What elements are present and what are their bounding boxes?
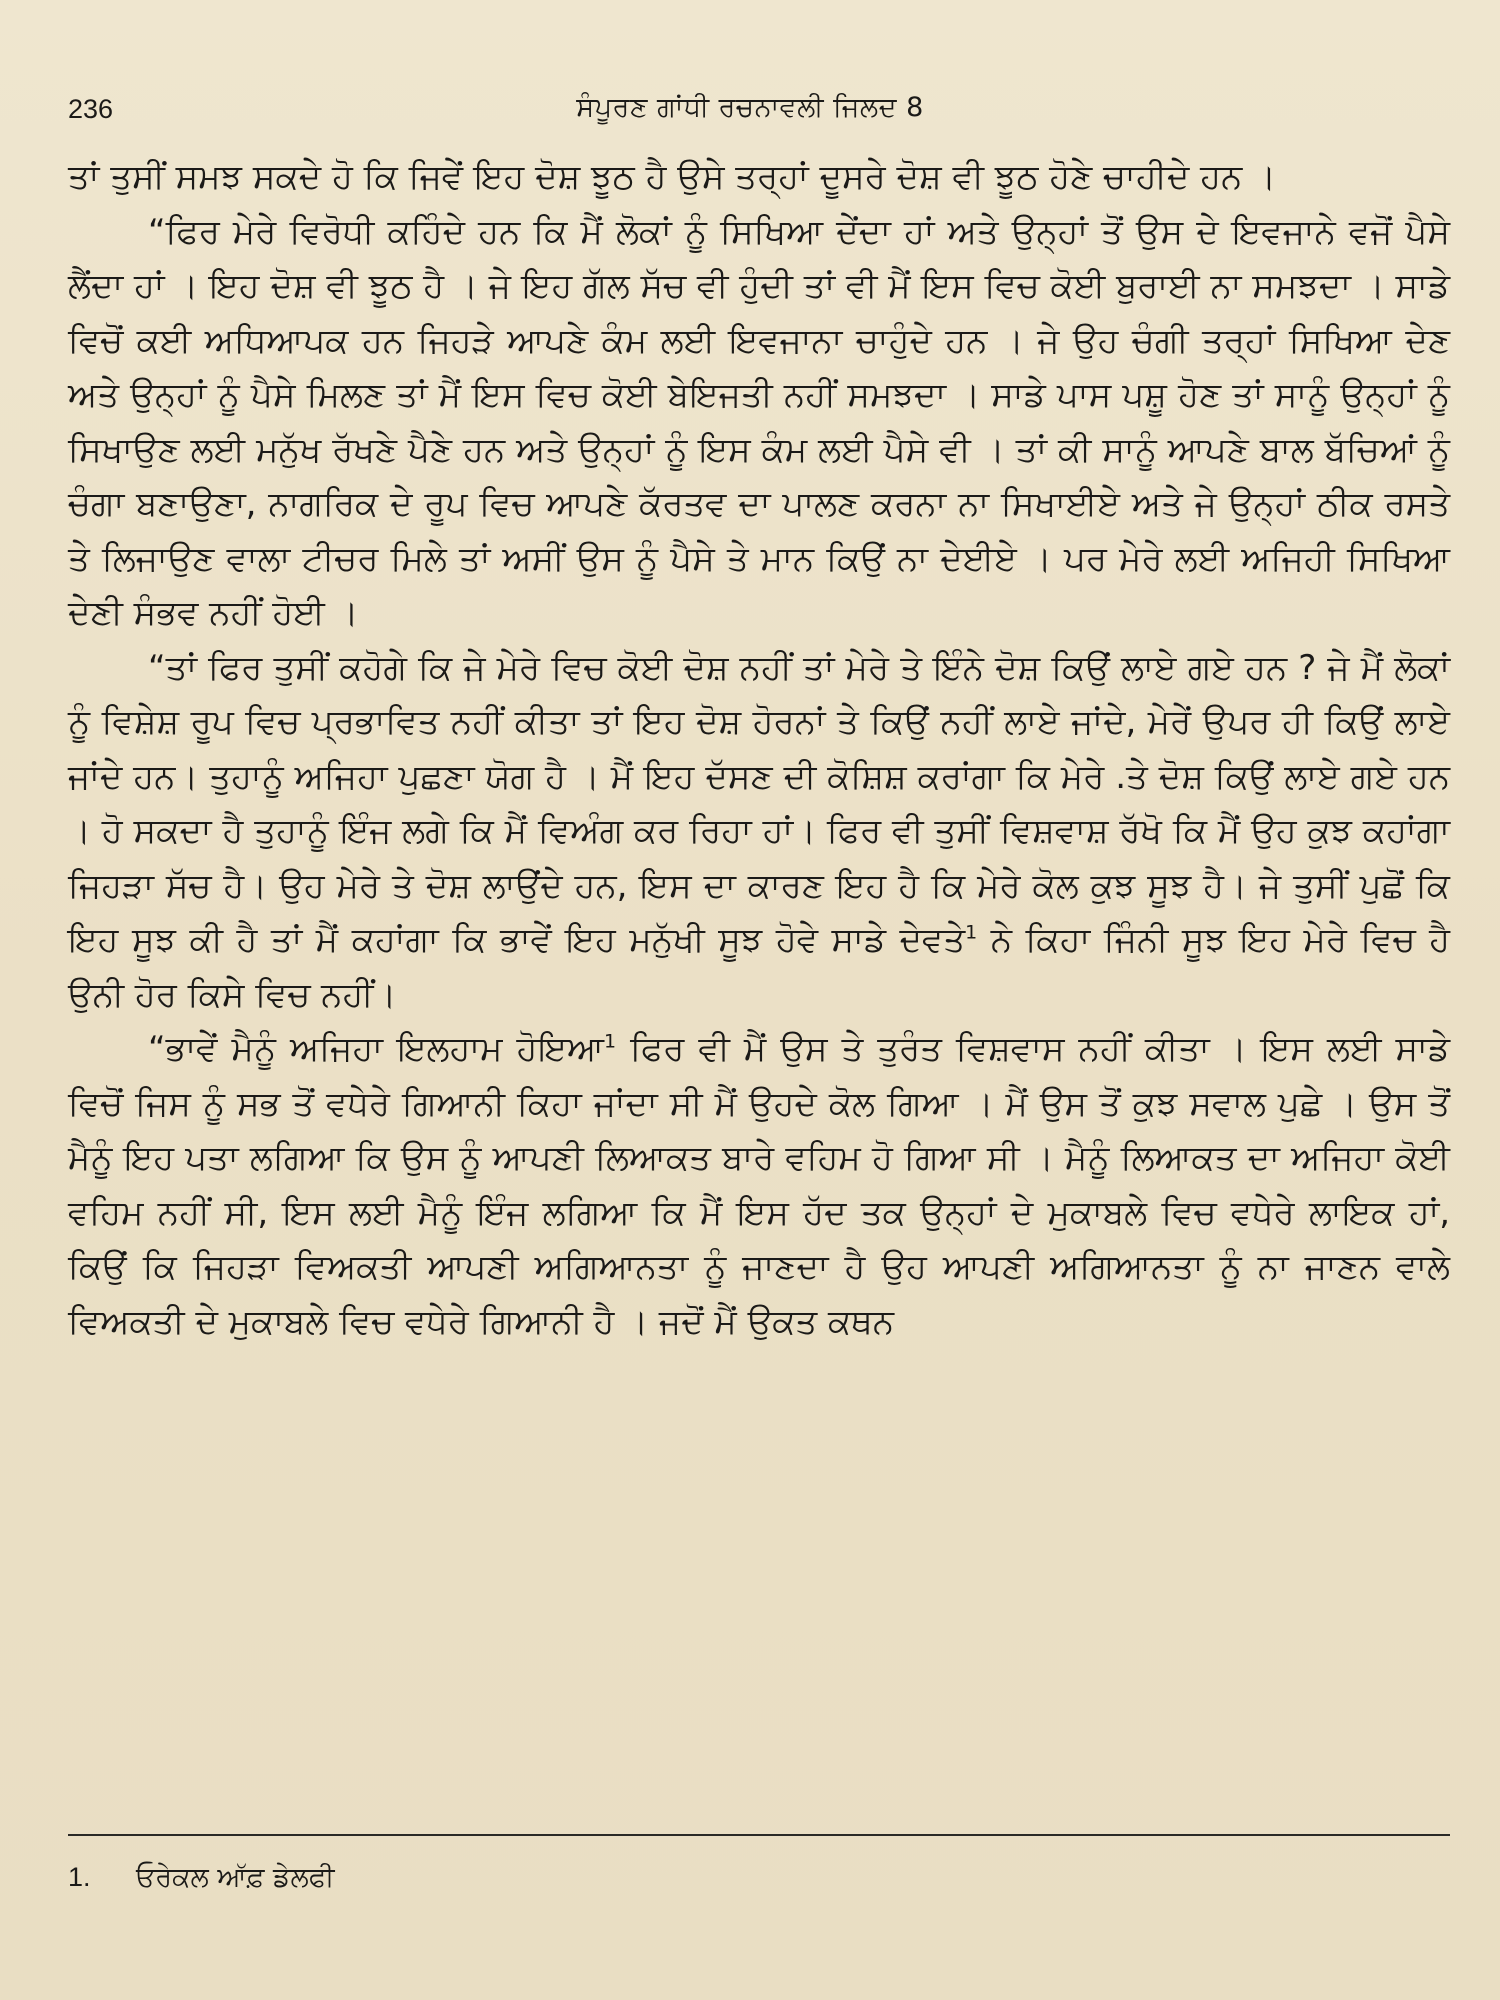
footnote-marker: 1 (965, 921, 978, 944)
page-number: 236 (68, 94, 114, 124)
page-header (68, 88, 1432, 134)
footnote-divider (68, 1834, 1450, 1836)
paragraph (68, 205, 1450, 641)
paragraph-text: “ਭਾਵੇਂ ਮੈਨੂੰ ਅਜਿਹਾ ਇਲਹਾਮ ਹੋਇਆ (148, 1029, 604, 1069)
paragraph (68, 150, 1450, 205)
paragraph-text: “ਫਿਰ ਮੇਰੇ ਵਿਰੋਧੀ ਕਹਿੰਦੇ ਹਨ ਕਿ ਮੈਂ ਲੋਕਾਂ ਨੂੰ ਸਿਖਿਆ ਦੇਂਦਾ ਹਾਂ ਅਤੇ ਉਨ੍ਹਾਂ ਤੋਂ ਉਸ ਦੇ ਇਵਜਾਨੇ ਵਜੋਂ ਪੈਸੇ ਲੈਂਦਾ ਹਾਂ । ਇਹ ਦੋਸ਼ ਵੀ ਝੂਠ ਹੈ । ਜੇ ਇਹ ਗੱਲ ਸੱਚ ਵੀ ਹੁੰਦੀ ਤਾਂ ਵੀ ਮੈਂ ਇਸ ਵਿਚ ਕੋਈ ਬੁਰਾਈ ਨਾ ਸਮਝਦਾ । ਸਾਡੇ ਵਿਚੋਂ ਕਈ ਅਧਿਆਪਕ ਹਨ ਜਿਹੜੇ ਆਪਣੇ ਕੰਮ ਲਈ ਇਵਜਾਨਾ ਚਾਹੁੰਦੇ ਹਨ । ਜੇ ਉਹ ਚੰਗੀ ਤਰ੍ਹਾਂ ਸਿਖਿਆ ਦੇਣ ਅਤੇ ਉਨ੍ਹਾਂ ਨੂੰ ਪੈਸੇ ਮਿਲਣ ਤਾਂ ਮੈਂ ਇਸ ਵਿਚ ਕੋਈ ਬੇਇਜਤੀ ਨਹੀਂ ਸਮਝਦਾ । ਸਾਡੇ ਪਾਸ ਪਸ਼ੂ ਹੋਣ ਤਾਂ ਸਾਨੂੰ ਉਨ੍ਹਾਂ ਨੂੰ ਸਿਖਾਉਣ ਲਈ ਮਨੁੱਖ ਰੱਖਣੇ ਪੈਣੇ ਹਨ ਅਤੇ ਉਨ੍ਹਾਂ ਨੂੰ ਇਸ ਕੰਮ ਲਈ ਪੈਸੇ ਵੀ । ਤਾਂ ਕੀ ਸਾਨੂੰ ਆਪਣੇ ਬਾਲ ਬੱਚਿਆਂ ਨੂੰ ਚੰਗਾ ਬਣਾਉਣਾ, ਨਾਗਰਿਕ ਦੇ ਰੂਪ ਵਿਚ ਆਪਣੇ ਕੱਰਤਵ ਦਾ ਪਾਲਣ ਕਰਨਾ ਨਾ ਸਿਖਾਈਏ ਅਤੇ ਜੇ ਉਨ੍ਹਾਂ ਠੀਕ ਰਸਤੇ ਤੇ ਲਿਜਾਉਣ ਵਾਲਾ ਟੀਚਰ ਮਿਲੇ ਤਾਂ ਅਸੀਂ ਉਸ ਨੂੰ ਪੈਸੇ ਤੇ ਮਾਨ ਕਿਉਂ ਨਾ ਦੇਈਏ । ਪਰ ਮੇਰੇ ਲਈ ਅਜਿਹੀ ਸਿਖਿਆ ਦੇਣੀ ਸੰਭਵ ਨਹੀਂ ਹੋਈ । (68, 211, 1450, 633)
footnote (68, 1862, 335, 1894)
running-head: ਸੰਪੂਰਣ ਗਾਂਧੀ ਰਚਨਾਵਲੀ ਜਿਲਦ 8 (576, 92, 924, 123)
page-body (68, 150, 1450, 1349)
paragraph-text: ਨੇ ਕਿਹਾ ਜਿੰਨੀ ਸੂਝ ਇਹ ਮੇਰੇ ਵਿਚ ਹੈ ਉਨੀ ਹੋਰ ਕਿਸੇ ਵਿਚ ਨਹੀਂ। (68, 920, 1450, 1015)
paragraph-text: ਤਾਂ ਤੁਸੀਂ ਸਮਝ ਸਕਦੇ ਹੋ ਕਿ ਜਿਵੇਂ ਇਹ ਦੋਸ਼ ਝੂਠ ਹੈ ਉਸੇ ਤਰ੍ਹਾਂ ਦੂਸਰੇ ਦੋਸ਼ ਵੀ ਝੂਠ ਹੋਣੇ ਚਾਹੀਦੇ ਹਨ । (68, 157, 1277, 197)
paragraph (68, 641, 1450, 1023)
footnote-number: 1. (68, 1862, 91, 1892)
paragraph (68, 1022, 1450, 1349)
paragraph-text: “ਤਾਂ ਫਿਰ ਤੁਸੀਂ ਕਹੋਗੇ ਕਿ ਜੇ ਮੇਰੇ ਵਿਚ ਕੋਈ ਦੋਸ਼ ਨਹੀਂ ਤਾਂ ਮੇਰੇ ਤੇ ਇੰਨੇ ਦੋਸ਼ ਕਿਉਂ ਲਾਏ ਗਏ ਹਨ ? ਜੇ ਮੈਂ ਲੋਕਾਂ ਨੂੰ ਵਿਸ਼ੇਸ਼ ਰੂਪ ਵਿਚ ਪ੍ਰਭਾਵਿਤ ਨਹੀਂ ਕੀਤਾ ਤਾਂ ਇਹ ਦੋਸ਼ ਹੋਰਨਾਂ ਤੇ ਕਿਉਂ ਨਹੀਂ ਲਾਏ ਜਾਂਦੇ, ਮੇਰੇਂ ਉਪਰ ਹੀ ਕਿਉਂ ਲਾਏ ਜਾਂਦੇ ਹਨ। ਤੁਹਾਨੂੰ ਅਜਿਹਾ ਪੁਛਣਾ ਯੋਗ ਹੈ । ਮੈਂ ਇਹ ਦੱਸਣ ਦੀ ਕੋਸ਼ਿਸ਼ ਕਰਾਂਗਾ ਕਿ ਮੇਰੇ .ਤੇ ਦੋਸ਼ ਕਿਉਂ ਲਾਏ ਗਏ ਹਨ । ਹੋ ਸਕਦਾ ਹੈ ਤੁਹਾਨੂੰ ਇੰਜ ਲਗੇ ਕਿ ਮੈਂ ਵਿਅੰਗ ਕਰ ਰਿਹਾ ਹਾਂ। ਫਿਰ ਵੀ ਤੁਸੀਂ ਵਿਸ਼ਵਾਸ਼ ਰੱਖੋ ਕਿ ਮੈਂ ਉਹ ਕੁਝ ਕਹਾਂਗਾ ਜਿਹੜਾ ਸੱਚ ਹੈ। ਉਹ ਮੇਰੇ ਤੇ ਦੋਸ਼ ਲਾਉਂਦੇ ਹਨ, ਇਸ ਦਾ ਕਾਰਣ ਇਹ ਹੈ ਕਿ ਮੇਰੇ ਕੋਲ ਕੁਝ ਸੂਝ ਹੈ। ਜੇ ਤੁਸੀਂ ਪੁਛੋਂ ਕਿ ਇਹ ਸੂਝ ਕੀ ਹੈ ਤਾਂ ਮੈਂ ਕਹਾਂਗਾ ਕਿ ਭਾਵੇਂ ਇਹ ਮਨੁੱਖੀ ਸੂਝ ਹੋਵੇ ਸਾਡੇ ਦੇਵਤੇ (68, 647, 1450, 960)
footnote-marker: 1 (603, 1030, 617, 1053)
footnote-text: ਓਰੇਕਲ ਆੱਫ਼ ਡੇਲਫੀ (136, 1862, 335, 1893)
paragraph-text: ਫਿਰ ਵੀ ਮੈਂ ਉਸ ਤੇ ਤੁਰੰਤ ਵਿਸ਼ਵਾਸ ਨਹੀਂ ਕੀਤਾ । ਇਸ ਲਈ ਸਾਡੇ ਵਿਚੋਂ ਜਿਸ ਨੂੰ ਸਭ ਤੋਂ ਵਧੇਰੇ ਗਿਆਨੀ ਕਿਹਾ ਜਾਂਦਾ ਸੀ ਮੈਂ ਉਹਦੇ ਕੋਲ ਗਿਆ । ਮੈਂ ਉਸ ਤੋਂ ਕੁਝ ਸਵਾਲ ਪੁਛੇ । ਉਸ ਤੋਂ ਮੈਨੂੰ ਇਹ ਪਤਾ ਲਗਿਆ ਕਿ ਉਸ ਨੂੰ ਆਪਣੀ ਲਿਆਕਤ ਬਾਰੇ ਵਹਿਮ ਹੋ ਗਿਆ ਸੀ । ਮੈਨੂੰ ਲਿਆਕਤ ਦਾ ਅਜਿਹਾ ਕੋਈ ਵਹਿਮ ਨਹੀਂ ਸੀ, ਇਸ ਲਈ ਮੈਨੂੰ ਇੰਜ ਲਗਿਆ ਕਿ ਮੈਂ ਇਸ ਹੱਦ ਤਕ ਉਨ੍ਹਾਂ ਦੇ ਮੁਕਾਬਲੇ ਵਿਚ ਵਧੇਰੇ ਲਾਇਕ ਹਾਂ, ਕਿਉਂ ਕਿ ਜਿਹੜਾ ਵਿਅਕਤੀ ਆਪਣੀ ਅਗਿਆਨਤਾ ਨੂੰ ਜਾਣਦਾ ਹੈ ਉਹ ਆਪਣੀ ਅਗਿਆਨਤਾ ਨੂੰ ਨਾ ਜਾਣਨ ਵਾਲੇ ਵਿਅਕਤੀ ਦੇ ਮੁਕਾਬਲੇ ਵਿਚ ਵਧੇਰੇ ਗਿਆਨੀ ਹੈ । ਜਦੋਂ ਮੈਂ ਉਕਤ ਕਥਨ (68, 1029, 1450, 1342)
